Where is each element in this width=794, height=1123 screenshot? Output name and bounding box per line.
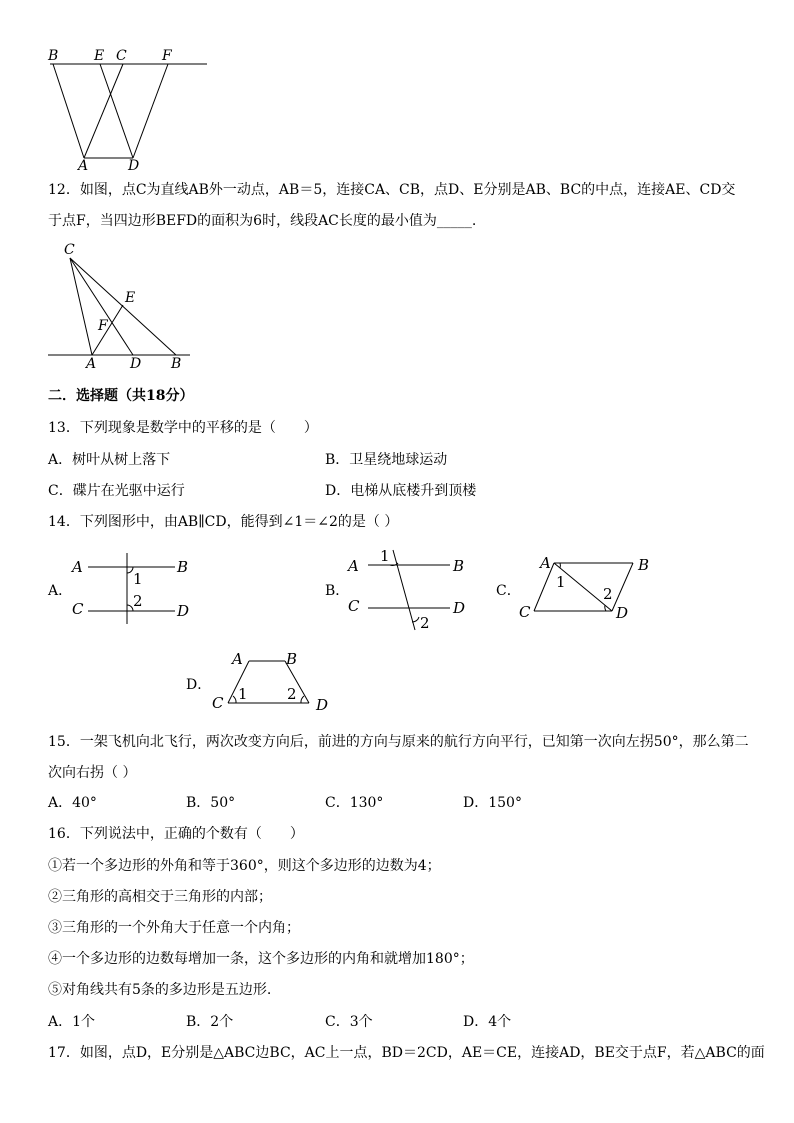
q14d-label-B: B <box>286 650 298 668</box>
q14c-label-2: 2 <box>603 585 613 603</box>
q12-label-E: E <box>125 290 136 306</box>
q16-statement-3: ③三角形的一个外角大于任意一个内角； <box>48 920 300 936</box>
q14c-label-A: A <box>540 554 551 572</box>
label-F: F <box>162 48 172 64</box>
q14-option-d: D． <box>186 677 212 693</box>
q14d-label-A: A <box>232 650 243 668</box>
q16-stem: 16．下列说法中，正确的个数有（ ） <box>48 826 304 842</box>
q15-option-c: C．130° <box>325 795 384 811</box>
q14-stem: 14．下列图形中，由AB∥CD，能得到∠1＝∠2的是（ ） <box>48 514 399 530</box>
q15-option-a: A．40° <box>48 795 97 811</box>
label-E: E <box>94 48 105 64</box>
q15-line2: 次向右拐（ ） <box>48 765 137 781</box>
q14b-label-1: 1 <box>380 547 390 565</box>
q16-option-d: D．4个 <box>463 1014 512 1030</box>
q14d-label-2: 2 <box>287 685 297 703</box>
q12-line2: 于点F，当四边形BEFD的面积为6时，线段AC长度的最小值为_____. <box>48 213 477 229</box>
section-title: 二．选择题（共18分） <box>48 388 194 404</box>
q16-statement-2: ②三角形的高相交于三角形的内部； <box>48 889 272 905</box>
q13-option-c: C．碟片在光驱中运行 <box>48 483 185 499</box>
q13-option-a: A．树叶从树上落下 <box>48 452 171 468</box>
q14-option-b: B． <box>325 583 350 599</box>
q12-label-F: F <box>98 318 108 334</box>
q17-line1: 17．如图，点D，E分别是△ABC边BC，AC上一点，BD＝2CD，AE＝CE，连接AD，BE交于点F，若△ABC的面 <box>48 1045 765 1061</box>
label-A: A <box>78 158 89 174</box>
q14b-label-A: A <box>348 557 359 575</box>
q14b-label-D: D <box>453 599 466 617</box>
q14b-label-C: C <box>348 597 360 615</box>
q14d-label-D: D <box>316 696 329 714</box>
q14c-label-B: B <box>638 556 650 574</box>
label-D: D <box>128 158 140 174</box>
q12-label-C: C <box>64 242 75 258</box>
q15-option-b: B．50° <box>186 795 236 811</box>
q14-option-a: A． <box>48 583 73 599</box>
q14d-label-C: C <box>212 694 224 712</box>
q14a-label-D: D <box>177 602 190 620</box>
q16-option-a: A．1个 <box>48 1014 96 1030</box>
q15-line1: 15．一架飞机向北飞行，两次改变方向后，前进的方向与原来的航行方向平行，已知第一次向左拐50°，那么第二 <box>48 734 749 750</box>
q13-stem: 13．下列现象是数学中的平移的是（ ） <box>48 420 318 436</box>
q14a-label-2: 2 <box>133 592 143 610</box>
q15-option-d: D．150° <box>463 795 522 811</box>
label-B: B <box>48 48 59 64</box>
q14b-label-2: 2 <box>420 614 430 632</box>
q14c-label-C: C <box>519 603 531 621</box>
q14a-label-1: 1 <box>133 570 143 588</box>
q14a-label-B: B <box>177 558 189 576</box>
q16-option-b: B．2个 <box>186 1014 234 1030</box>
q14-option-c: C． <box>496 583 521 599</box>
q16-statement-1: ①若一个多边形的外角和等于360°，则这个多边形的边数为4； <box>48 858 441 874</box>
q16-option-c: C．3个 <box>325 1014 373 1030</box>
q16-statement-5: ⑤对角线共有5条的多边形是五边形. <box>48 982 272 998</box>
q14c-label-D: D <box>616 604 629 622</box>
q14a-label-A: A <box>72 558 83 576</box>
q14b-label-B: B <box>453 557 465 575</box>
q13-option-d: D．电梯从底楼升到顶楼 <box>325 483 477 499</box>
q12-label-D: D <box>130 356 142 372</box>
q12-label-B: B <box>171 356 182 372</box>
q14d-label-1: 1 <box>238 685 248 703</box>
label-C: C <box>116 48 127 64</box>
q14c-label-1: 1 <box>556 573 566 591</box>
q14a-label-C: C <box>72 600 84 618</box>
q12-label-A: A <box>86 356 97 372</box>
q12-line1: 12．如图，点C为直线AB外一动点，AB＝5，连接CA、CB，点D、E分别是AB、BC的中点，连接AE、CD交 <box>48 182 736 198</box>
q16-statement-4: ④一个多边形的边数每增加一条，这个多边形的内角和就增加180°； <box>48 951 474 967</box>
q13-option-b: B．卫星绕地球运动 <box>325 452 448 468</box>
